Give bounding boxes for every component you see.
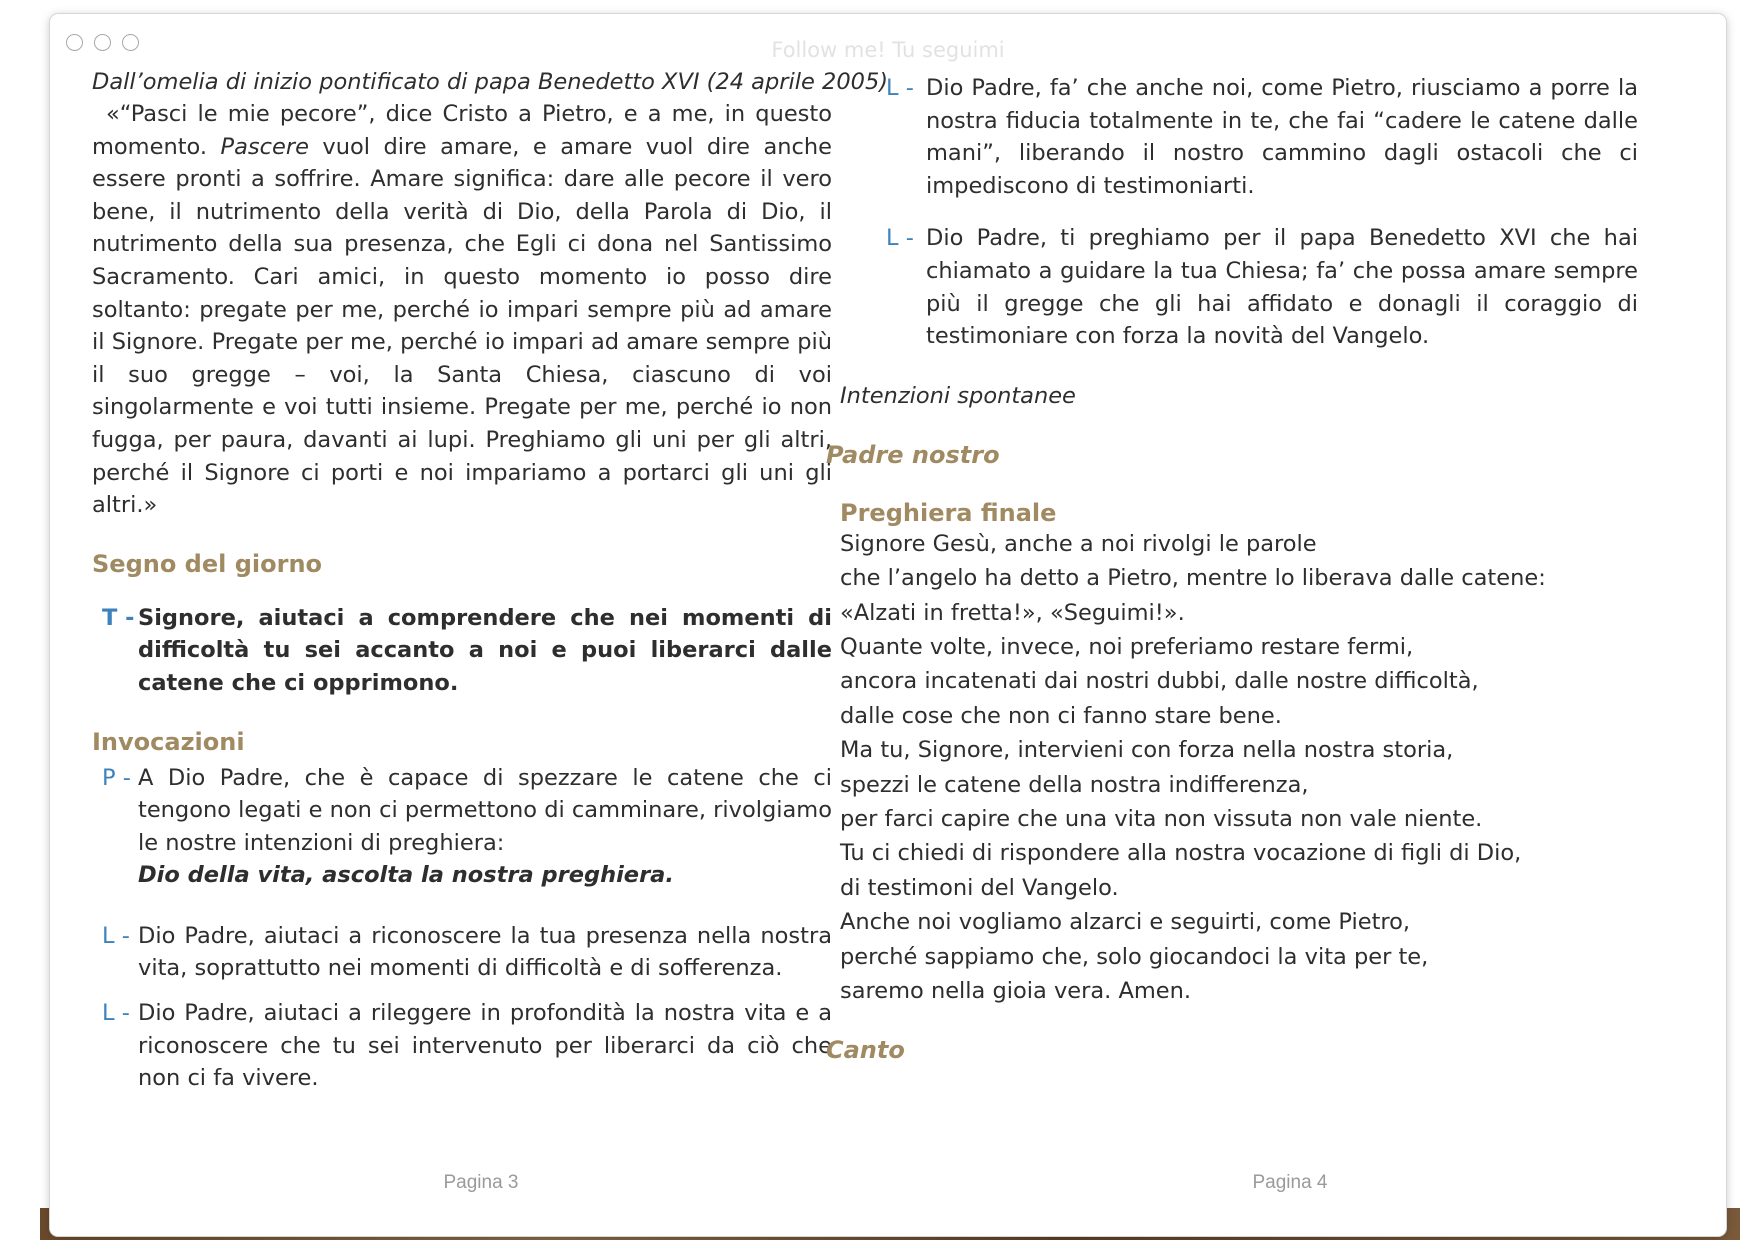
left-l-item-2 (92, 997, 832, 1095)
prayer-line: Quante volte, invece, noi preferiamo restare fermi, (840, 633, 1414, 660)
segno-text: Signore, aiutaci a comprendere che nei momenti di difficoltà tu sei accanto a noi e puoi liberarci dalle catene che ci opprimono. (138, 604, 832, 696)
prayer-line: saremo nella gioia vera. Amen. (840, 978, 1192, 1005)
left-l-item-1 (92, 920, 832, 985)
l-text: Dio Padre, aiutaci a rileggere in profondità la nostra vita e a riconoscere che tu sei intervenuto per liberarci da ciò che non ci fa vivere. (138, 1000, 832, 1092)
canto-heading: Canto (826, 1036, 905, 1065)
prayer-line: di testimoni del Vangelo. (840, 874, 1119, 901)
right-l-item-1 (886, 72, 1638, 202)
homily-text-part2: vuol dire amare, e amare vuol dire anche essere pronti a soffrire. Amare significa: dare alle pecore il vero bene, il nutrimento della verità di Dio, della Parola di Dio, il nutrimento della sua presenza, che Egli ci dona nel Santissimo Sacramento. Cari amici, in questo momento io posso dire soltanto: pregate per me, perché io impari sempre più ad amare il Signore. Pregate per me, perché io impari ad amare sempre più il suo gregge – voi, la Santa Chiesa, ciascuno di voi singolarmente e voi tutti insieme. Pregate per me, perché io non fugga, per paura, davanti ai lupi. Preghiamo gli uni per gli altri, perché il Signore ci porti e noi impariamo a portarci gli uni gli altri.» (92, 133, 833, 519)
prayer-line: che l’angelo ha detto a Pietro, mentre lo liberava dalle catene: (840, 565, 1546, 592)
preghiera-finale-text (840, 527, 1638, 1009)
prayer-line: Tu ci chiedi di rispondere alla nostra vocazione di figli di Dio, (840, 840, 1522, 867)
homily-source: Dall’omelia di inizio pontificato di papa Benedetto XVI (24 aprile 2005) (92, 69, 889, 95)
preghiera-finale-heading: Preghiera finale (840, 498, 1057, 527)
page-number-left: Pagina 3 (443, 1172, 519, 1193)
invocazioni-text: A Dio Padre, che è capace di spezzare le catene che ci tengono legati e non ci permettono di camminare, rivolgiamo le nostre intenzioni di preghiera: (138, 764, 832, 856)
prayer-line: dalle cose che non ci fanno stare bene. (840, 702, 1282, 729)
window-title: Follow me! Tu seguimi (771, 38, 1005, 62)
prayer-line: perché sappiamo che, solo giocandoci la vita per te, (840, 943, 1429, 970)
invocazioni-response: Dio della vita, ascolta la nostra preghiera. (138, 862, 674, 889)
homily-text-part1: «“Pasci le mie pecore”, dice Cristo a Pietro, e a me, in questo momento. (92, 101, 832, 160)
padre-nostro-heading: Padre nostro (826, 440, 1000, 469)
segno-tag: T - (102, 604, 135, 631)
segno-entry (92, 602, 832, 700)
l-text: Dio Padre, fa’ che anche noi, come Pietro, riusciamo a porre la nostra fiducia totalmente in te, che fai “cadere le catene dalle mani”, liberando il nostro cammino dagli ostacoli che ci impediscono di testimoniarti. (926, 75, 1638, 199)
invocazioni-entry (92, 762, 832, 892)
right-page (826, 72, 1638, 1065)
homily-text (92, 98, 832, 522)
prayer-line: «Alzati in fretta!», «Seguimi!». (840, 599, 1185, 626)
prayer-line: Signore Gesù, anche a noi rivolgi le parole (840, 530, 1317, 557)
l-text: Dio Padre, ti preghiamo per il papa Benedetto XVI che hai chiamato a guidare la tua Chiesa; fa’ che possa amare sempre più il gregge che gli hai affidato e donagli il coraggio di testimoniare con forza la novità del Vangelo. (926, 225, 1638, 350)
page-number-right: Pagina 4 (1252, 1172, 1328, 1193)
l-tag: L - (886, 225, 914, 252)
l-tag: L - (102, 922, 130, 949)
prayer-line: ancora incatenati dai nostri dubbi, dalle nostre difficoltà, (840, 668, 1479, 695)
intenzioni-spontanee: Intenzioni spontanee (840, 382, 1076, 409)
left-page (92, 66, 889, 1095)
l-tag: L - (102, 1000, 130, 1027)
prayer-line: Anche noi vogliamo alzarci e seguirti, come Pietro, (840, 909, 1411, 936)
preghiera-finale-block (840, 499, 1638, 1009)
segno-heading: Segno del giorno (92, 549, 323, 578)
right-l-item-2 (886, 222, 1638, 352)
prayer-line: Ma tu, Signore, intervieni con forza nella nostra storia, (840, 737, 1454, 764)
invocazioni-tag: P - (102, 764, 131, 791)
l-text: Dio Padre, aiutaci a riconoscere la tua presenza nella nostra vita, soprattutto nei momenti di difficoltà e di sofferenza. (138, 922, 832, 982)
homily-text-italic: Pascere (220, 133, 309, 160)
l-tag: L - (886, 75, 914, 101)
prayer-line: spezzi le catene della nostra indifferenza, (840, 771, 1309, 798)
invocazioni-body (138, 762, 832, 892)
invocazioni-heading: Invocazioni (92, 727, 245, 756)
prayer-line: per farci capire che una vita non vissuta non vale niente. (840, 806, 1483, 832)
